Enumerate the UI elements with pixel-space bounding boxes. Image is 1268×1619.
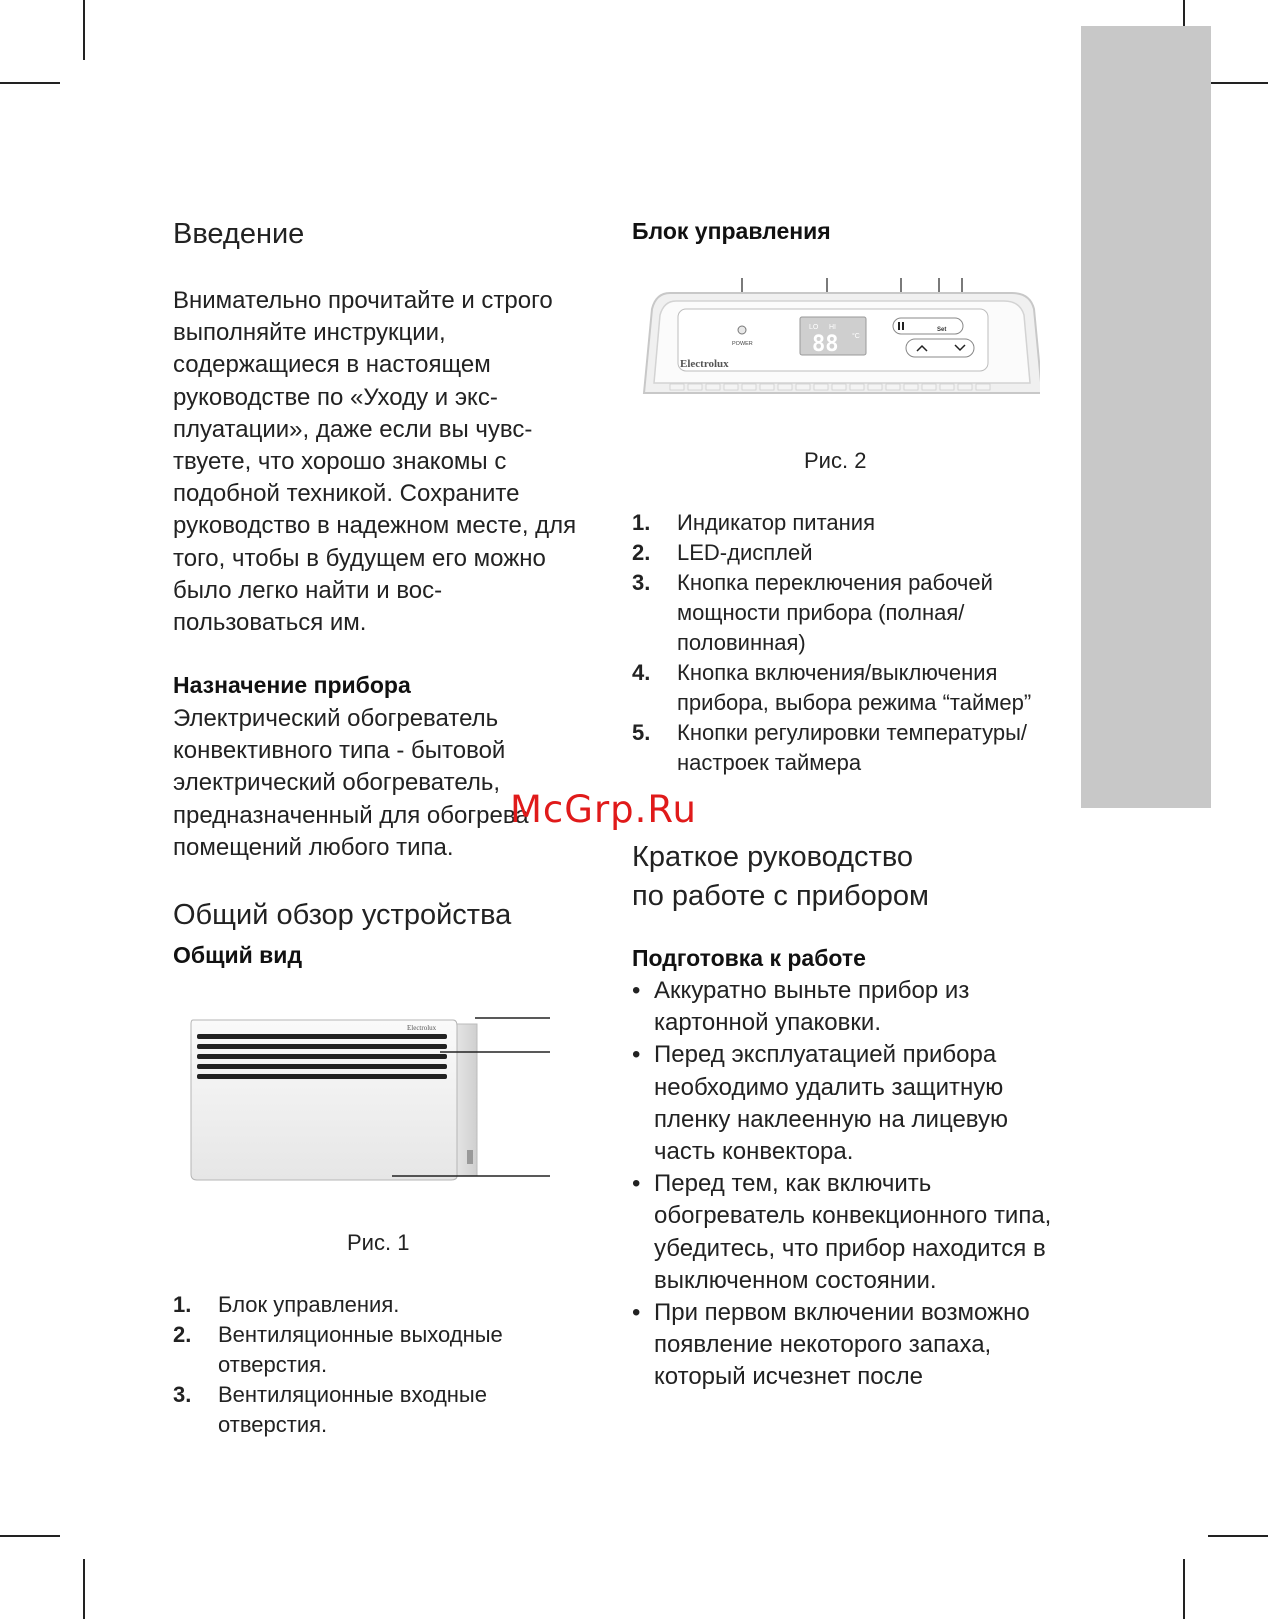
quick-title-line1: Краткое руководство [632,841,914,873]
list-item: 5. Кнопки регулировки температуры/настроек таймера [632,720,1028,775]
list-item: 2. Вентиляционные выходные отверстия. [173,1322,503,1377]
intro-text: Внимательно прочитайте и строго выполняйте инструкции, содержащиеся в настоящем руководстве по «Уходу и эксплуатации», даже если вы чувствуете, что хорошо знакомы с подобной техникой. Сохраните руководство в надежном месте, для того, чтобы в будущем его можно было легко найти и воспользоваться им. [173,287,577,637]
list-item: • Перед тем, как включить обогреватель конвекционного типа, убедитесь, что прибор находится в выключенном состоянии. [632,1168,1052,1297]
intro-title: Введение [173,218,305,250]
overview-subtitle: Общий вид [173,942,303,968]
led-digits: 88 [812,332,839,357]
heater-brand: Electrolux [407,1024,437,1032]
list-item: 3. Кнопка переключения рабочей мощности прибора (полная/ половинная) [632,570,993,655]
fig1-caption: Рис. 1 [347,1230,410,1255]
power-indicator [738,326,746,334]
list-item: 3. Вентиляционные входные отверстия. [173,1382,487,1437]
crop-mark [1208,1535,1268,1537]
half-power-icon [898,322,900,330]
power-label: POWER [732,341,753,347]
panel-brand: Electrolux [680,358,729,370]
purpose-title: Назначение прибора [173,672,411,698]
list-item: 1. Блок управления. [173,1292,400,1317]
set-label: Set [937,327,947,333]
led-hi: HI [829,324,836,331]
heater-knob [467,1150,473,1164]
list-item: 4. Кнопка включения/выключения прибора, выбора режима “таймер” [632,660,1032,715]
list-item: • Аккуратно выньте прибор из картонной упаковки. [632,975,1052,1039]
purpose-text: Электрический обогреватель конвективного типа - бытовой электрический обогреватель, предназначенный для обогрева помещений любого типа. [173,705,529,861]
control-list [632,508,1072,778]
fig2-caption: Рис. 2 [804,448,867,473]
heater-figure [185,1010,555,1195]
control-panel-figure [640,275,1040,410]
control-title: Блок управления [632,218,831,244]
crop-mark [0,82,60,84]
list-item: • При первом включении возможно появление некоторого запаха, который исчезнет после [632,1297,1052,1394]
led-lo: LO [809,324,819,331]
list-item: 1. Индикатор питания [632,510,875,535]
quick-title-line2: по работе с прибором [632,880,929,912]
temp-buttons[interactable] [906,339,974,357]
crop-mark [1183,1559,1185,1619]
crop-mark [1208,82,1268,84]
led-unit: °C [852,333,860,340]
side-tab [1081,26,1211,808]
crop-mark [83,1559,85,1619]
overview-list [173,1290,583,1440]
crop-mark [0,1535,60,1537]
prep-list [632,975,1052,1394]
list-item: 2. LED-дисплей [632,540,813,565]
overview-title: Общий обзор устройства [173,899,512,931]
prep-title: Подготовка к работе [632,945,866,971]
crop-mark [83,0,85,60]
list-item: • Перед эксплуатацией прибора необходимо удалить защитную пленку наклеенную на лицевую часть конвектора. [632,1039,1052,1168]
watermark: McGrp.Ru [510,788,697,831]
